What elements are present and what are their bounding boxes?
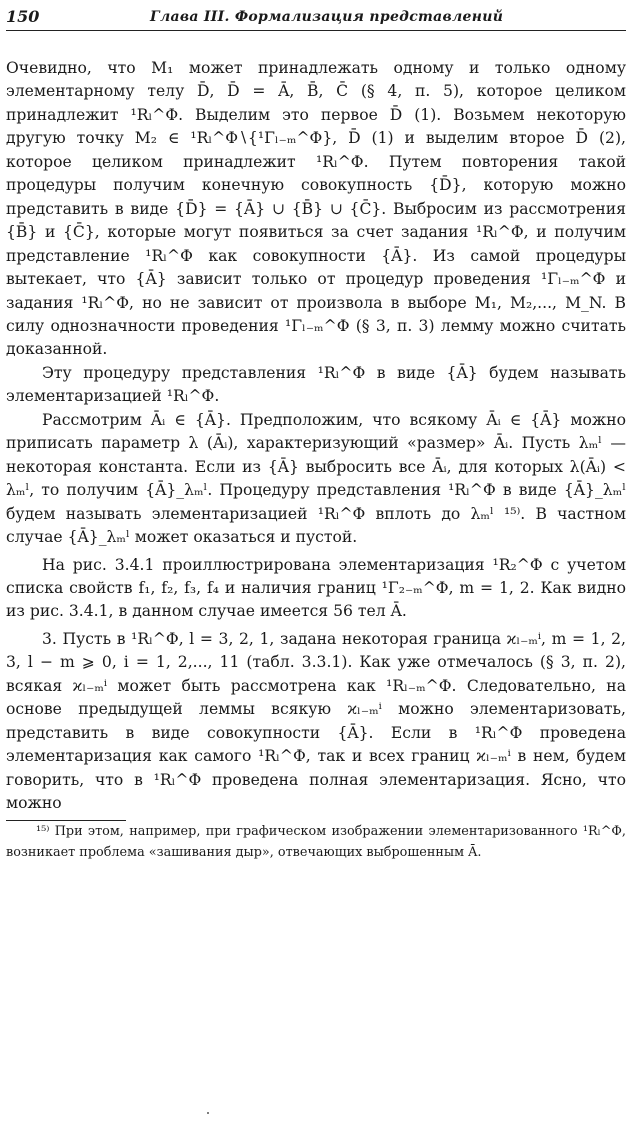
- print-speck: [207, 1112, 209, 1114]
- running-title: Глава III. Формализация представлений: [150, 9, 504, 25]
- paragraph-proof: Очевидно, что M₁ может принадлежать одному и только одному элементарному телу D̄, D̄ = Ā, B̄, C̄ (§ 4, п. 5), которое целиком принадлежит ¹Rₗ^Φ. Выделим это первое D̄ (1). Возьмем некоторую другую точку M₂ ∈ ¹Rₗ^Φ∖{¹Γₗ₋ₘ^Φ}, D̄ (1) и выделим второе D̄ (2), которое целиком принадлежит ¹Rₗ^Φ. Путем повторения такой процедуры получим конечную совокупность {D̄}, которую можно представить в виде {D̄} = {Ā} ∪ {B̄} ∪ {C̄}. Выбросим из рассмотрения {B̄} и {C̄}, которые могут появиться за счет задания ¹Rₗ^Φ, и получим представление ¹Rₗ^Φ как совокупности {Ā}. Из самой процедуры вытекает, что {Ā} зависит только от процедур проведения ¹Γₗ₋ₘ^Φ и задания ¹Rₗ^Φ, но не зависит от произвола в выборе M₁, M₂,..., M_N. В силу однозначности проведения ¹Γₗ₋ₘ^Φ (§ 3, п. 3) лемму можно считать доказанной.: [6, 59, 626, 359]
- page-header: [6, 4, 626, 31]
- paragraph-size-parameter: Рассмотрим Āᵢ ∈ {Ā}. Предположим, что всякому Āᵢ ∈ {Ā} можно приписать параметр λ (Āᵢ), характеризующий «размер» Āᵢ. Пусть λₘˡ — некоторая константа. Если из {Ā} выбросить все Āᵢ, для которых λ(Āᵢ) < λₘˡ, то получим {Ā}_λₘˡ. Процедуру представления ¹Rₗ^Φ в виде {Ā}_λₘˡ будем называть элементаризацией ¹Rₗ^Φ вплоть до λₘˡ ¹⁵⁾. В частном случае {Ā}_λₘˡ может оказаться и пустой.: [6, 410, 626, 547]
- paragraph-definition: Эту процедуру представления ¹Rₗ^Φ в виде {Ā} будем называть элементаризацией ¹Rₗ^Φ.: [6, 363, 626, 406]
- book-page: [6, 4, 626, 863]
- footnote: ¹⁵⁾ При этом, например, при графическом изображении элементаризованного ¹Rₗ^Φ, возникает проблема «зашивания дыр», отвечающих выброшенным Ā.: [6, 823, 626, 860]
- page-number: 150: [6, 7, 40, 26]
- main-text: [6, 57, 626, 816]
- paragraph-figure: На рис. 3.4.1 проиллюстрирована элементаризация ¹R₂^Φ с учетом списка свойств f₁, f₂, f₃, f₄ и наличия границ ¹Γ₂₋ₘ^Φ, m = 1, 2. Как видно из рис. 3.4.1, в данном случае имеется 56 тел Ā.: [6, 555, 626, 621]
- paragraph-section-3: 3. Пусть в ¹Rₗ^Φ, l = 3, 2, 1, задана некоторая граница ϰₗ₋ₘⁱ, m = 1, 2, 3, l − m ⩾ 0, i = 1, 2,..., 11 (табл. 3.3.1). Как уже отмечалось (§ 3, п. 2), всякая ϰₗ₋ₘⁱ может быть рассмотрена как ¹Rₗ₋ₘ^Φ. Следовательно, на основе предыдущей леммы всякую ϰₗ₋ₘⁱ можно элементаризовать, представить в виде совокупности {Ā}. Если в ¹Rₗ^Φ проведена элементаризация как самого ¹Rₗ^Φ, так и всех границ ϰₗ₋ₘⁱ в нем, будем говорить, что в ¹Rₗ^Φ проведена полная элементаризация. Ясно, что можно: [6, 629, 626, 813]
